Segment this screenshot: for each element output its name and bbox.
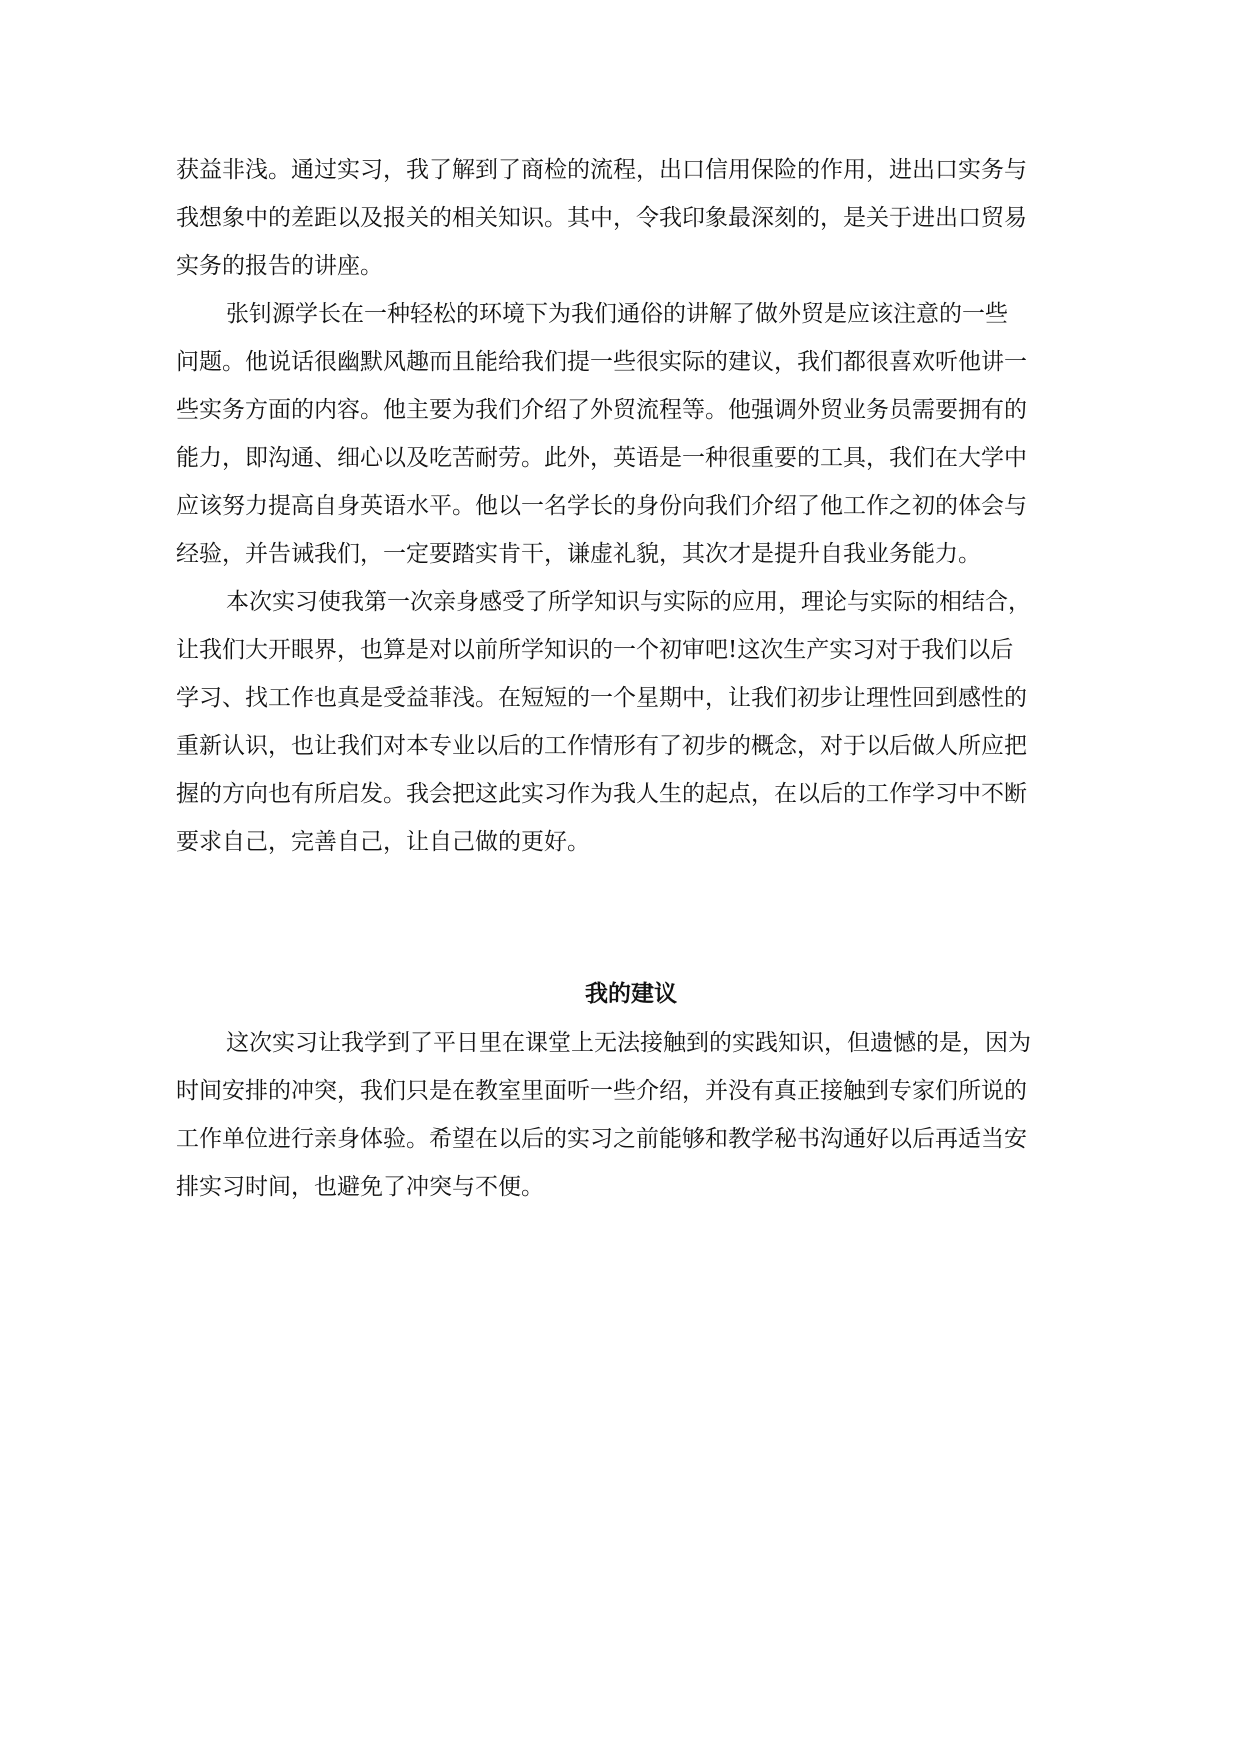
text-line: 工作单位进行亲身体验。希望在以后的实习之前能够和教学秘书沟通好以后再适当安	[176, 1126, 1027, 1152]
text-line: 问题。他说话很幽默风趣而且能给我们提一些很实际的建议，我们都很喜欢听他讲一	[176, 349, 1027, 375]
text-line: 重新认识，也让我们对本专业以后的工作情形有了初步的概念，对于以后做人所应把	[176, 733, 1027, 759]
body-text-top	[176, 146, 1086, 866]
text-line: 些实务方面的内容。他主要为我们介绍了外贸流程等。他强调外贸业务员需要拥有的	[176, 397, 1027, 423]
paragraph-start-line: 这次实习让我学到了平日里在课堂上无法接触到的实践知识，但遗憾的是，因为	[226, 1030, 1031, 1056]
text-line: 时间安排的冲突，我们只是在教室里面听一些介绍，并没有真正接触到专家们所说的	[176, 1078, 1027, 1104]
section-heading: 我的建议	[585, 981, 677, 1007]
text-line: 要求自己，完善自己，让自己做的更好。	[176, 829, 590, 855]
text-line: 让我们大开眼界，也算是对以前所学知识的一个初审吧!这次生产实习对于我们以后	[176, 637, 1014, 663]
paragraph-start-line: 张钊源学长在一种轻松的环境下为我们通俗的讲解了做外贸是应该注意的一些	[226, 301, 1008, 327]
text-line: 能力，即沟通、细心以及吃苦耐劳。此外，英语是一种很重要的工具，我们在大学中	[176, 445, 1027, 471]
text-line: 学习、找工作也真是受益菲浅。在短短的一个星期中，让我们初步让理性回到感性的	[176, 685, 1027, 711]
text-line: 经验，并告诫我们，一定要踏实肯干，谦虚礼貌，其次才是提升自我业务能力。	[176, 541, 981, 567]
body-text-suggestion	[176, 1019, 1086, 1211]
text-line: 获益非浅。通过实习，我了解到了商检的流程，出口信用保险的作用，进出口实务与	[176, 157, 1027, 183]
text-line: 实务的报告的讲座。	[176, 253, 383, 279]
text-line: 排实习时间，也避免了冲突与不便。	[176, 1174, 544, 1200]
text-line: 应该努力提高自身英语水平。他以一名学长的身份向我们介绍了他工作之初的体会与	[176, 493, 1027, 519]
text-line: 我想象中的差距以及报关的相关知识。其中，令我印象最深刻的，是关于进出口贸易	[176, 205, 1027, 231]
paragraph-start-line: 本次实习使我第一次亲身感受了所学知识与实际的应用，理论与实际的相结合，	[226, 589, 1031, 615]
text-line: 握的方向也有所启发。我会把这此实习作为我人生的起点，在以后的工作学习中不断	[176, 781, 1027, 807]
